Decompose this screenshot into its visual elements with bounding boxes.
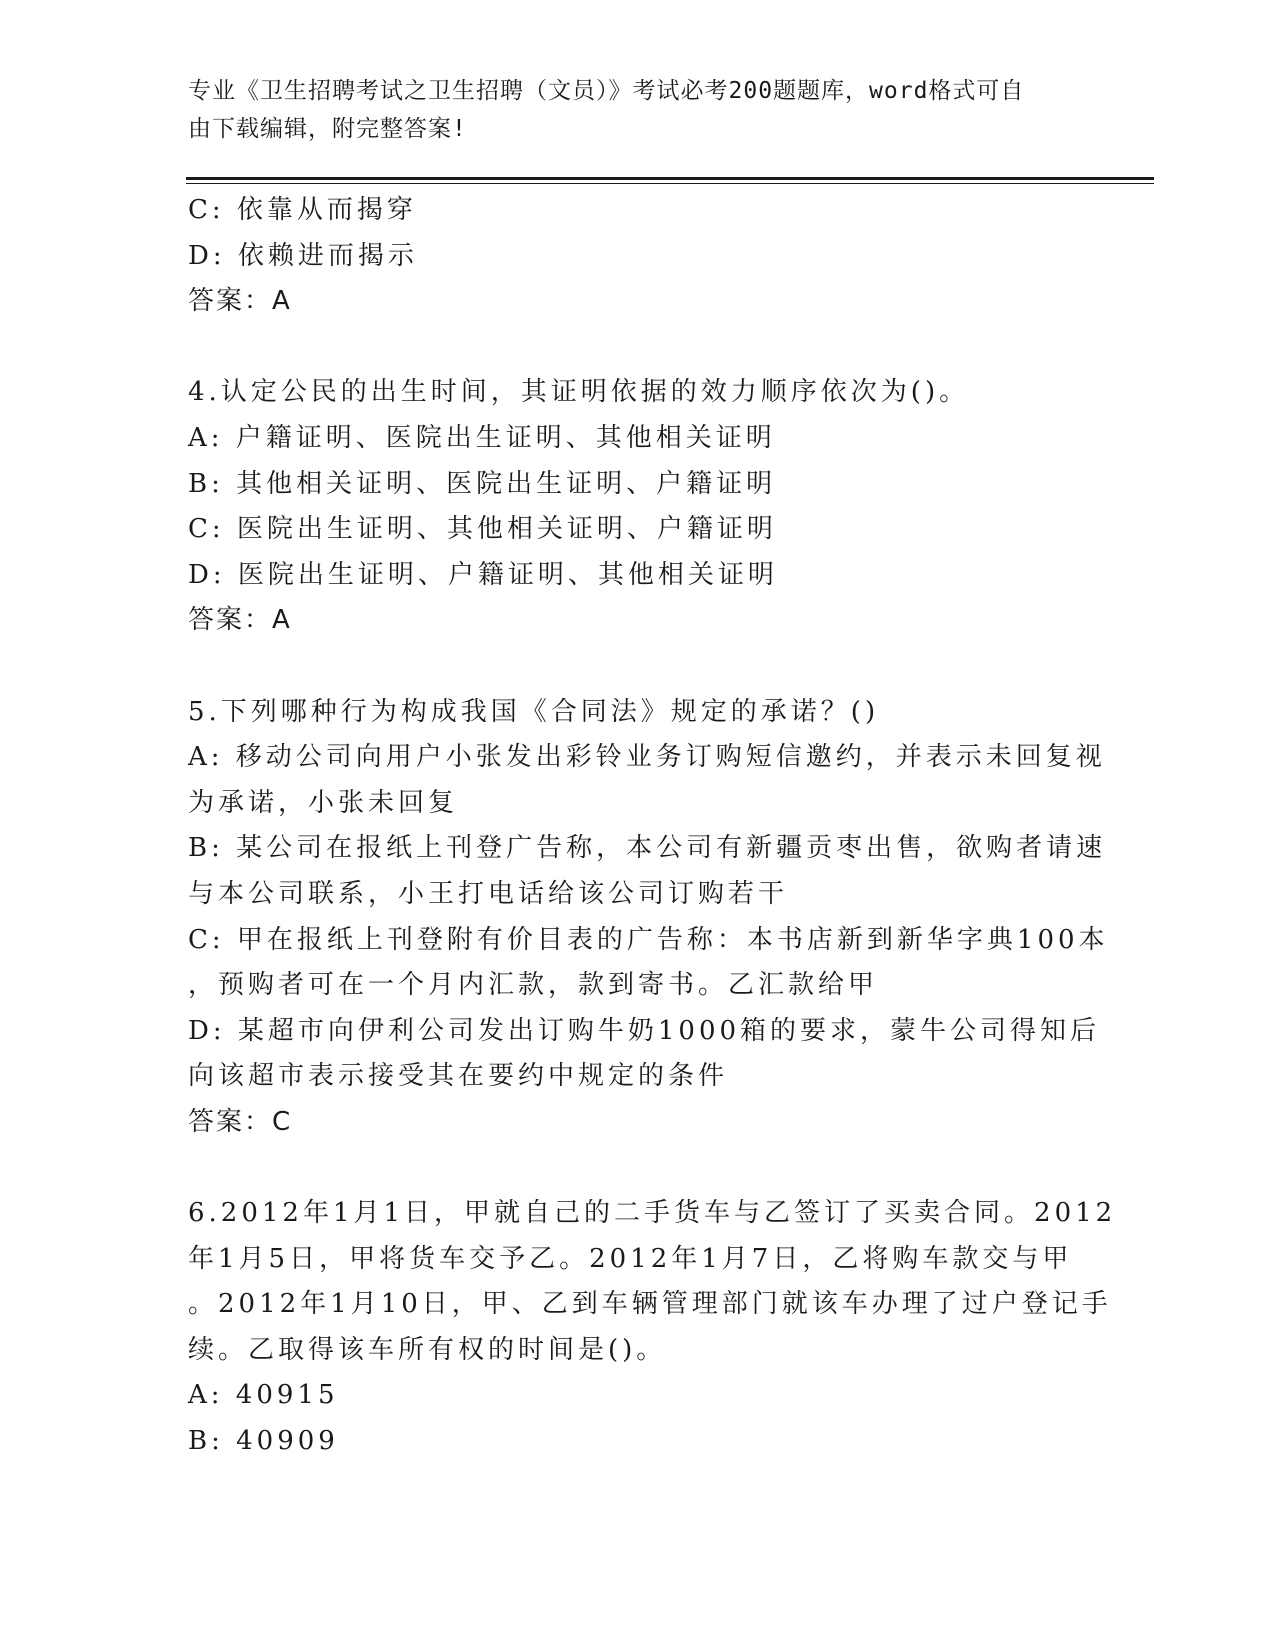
option-a: 为承诺，小张未回复 xyxy=(188,787,459,818)
option-b: B: 某公司在报纸上刊登广告称，本公司有新疆贡枣出售，欲购者请速 xyxy=(188,833,1107,864)
header-divider-thin xyxy=(186,183,1154,184)
option-a: A: 户籍证明、医院出生证明、其他相关证明 xyxy=(188,422,776,453)
option-a: A: 40915 xyxy=(188,1380,339,1411)
question-block xyxy=(188,1191,1117,1465)
question-gap xyxy=(188,1145,1088,1191)
answer-line: 答案：A xyxy=(188,286,292,317)
header-line: 专业《卫生招聘考试之卫生招聘（文员）》考试必考200题题库，word格式可自 xyxy=(188,78,1025,104)
question-block xyxy=(188,370,1088,644)
answer-line: 答案：C xyxy=(188,1106,293,1137)
option-c: C: 医院出生证明、其他相关证明、户籍证明 xyxy=(188,514,777,545)
option-d: D: 某超市向伊利公司发出订购牛奶1000箱的要求，蒙牛公司得知后 xyxy=(188,1015,1101,1046)
option-a: A: 移动公司向用户小张发出彩铃业务订购短信邀约，并表示未回复视 xyxy=(188,742,1106,773)
option-d: D: 依赖进而揭示 xyxy=(188,240,418,271)
answer-line: 答案：A xyxy=(188,605,292,636)
question-list xyxy=(188,188,1117,1465)
option-b: 与本公司联系，小王打电话给该公司订购若干 xyxy=(188,878,789,909)
question-stem-line: 年1月5日，甲将货车交予乙。2012年1月7日，乙将购车款交与甲 xyxy=(188,1243,1073,1274)
header-divider-thick xyxy=(186,177,1154,180)
document-header xyxy=(188,72,1068,148)
question-gap xyxy=(188,325,1088,371)
option-c: ，预购者可在一个月内汇款，款到寄书。乙汇款给甲 xyxy=(188,970,879,1001)
option-c: C: 依靠从而揭穿 xyxy=(188,195,417,225)
carryover-question xyxy=(188,188,1088,325)
option-b: B: 40909 xyxy=(188,1426,339,1457)
question-stem-line: 4.认定公民的出生时间，其证明依据的效力顺序依次为()。 xyxy=(188,377,970,408)
header-line: 由下载编辑，附完整答案! xyxy=(188,116,467,142)
question-stem-line: 5.下列哪种行为构成我国《合同法》规定的承诺？() xyxy=(188,696,880,727)
question-gap xyxy=(188,644,1088,690)
question-stem-line: 续。乙取得该车所有权的时间是()。 xyxy=(188,1334,667,1365)
option-c: C: 甲在报纸上刊登附有价目表的广告称：本书店新到新华字典100本 xyxy=(188,924,1109,955)
question-stem-line: 6.2012年1月1日，甲就自己的二手货车与乙签订了买卖合同。2012 xyxy=(188,1198,1117,1229)
option-d: 向该超市表示接受其在要约中规定的条件 xyxy=(188,1061,729,1092)
question-stem-line: 。2012年1月10日，甲、乙到车辆管理部门就该车办理了过户登记手 xyxy=(188,1289,1112,1320)
option-b: B: 其他相关证明、医院出生证明、户籍证明 xyxy=(188,468,777,499)
option-d: D: 医院出生证明、户籍证明、其他相关证明 xyxy=(188,559,778,590)
question-block xyxy=(188,690,1109,1146)
